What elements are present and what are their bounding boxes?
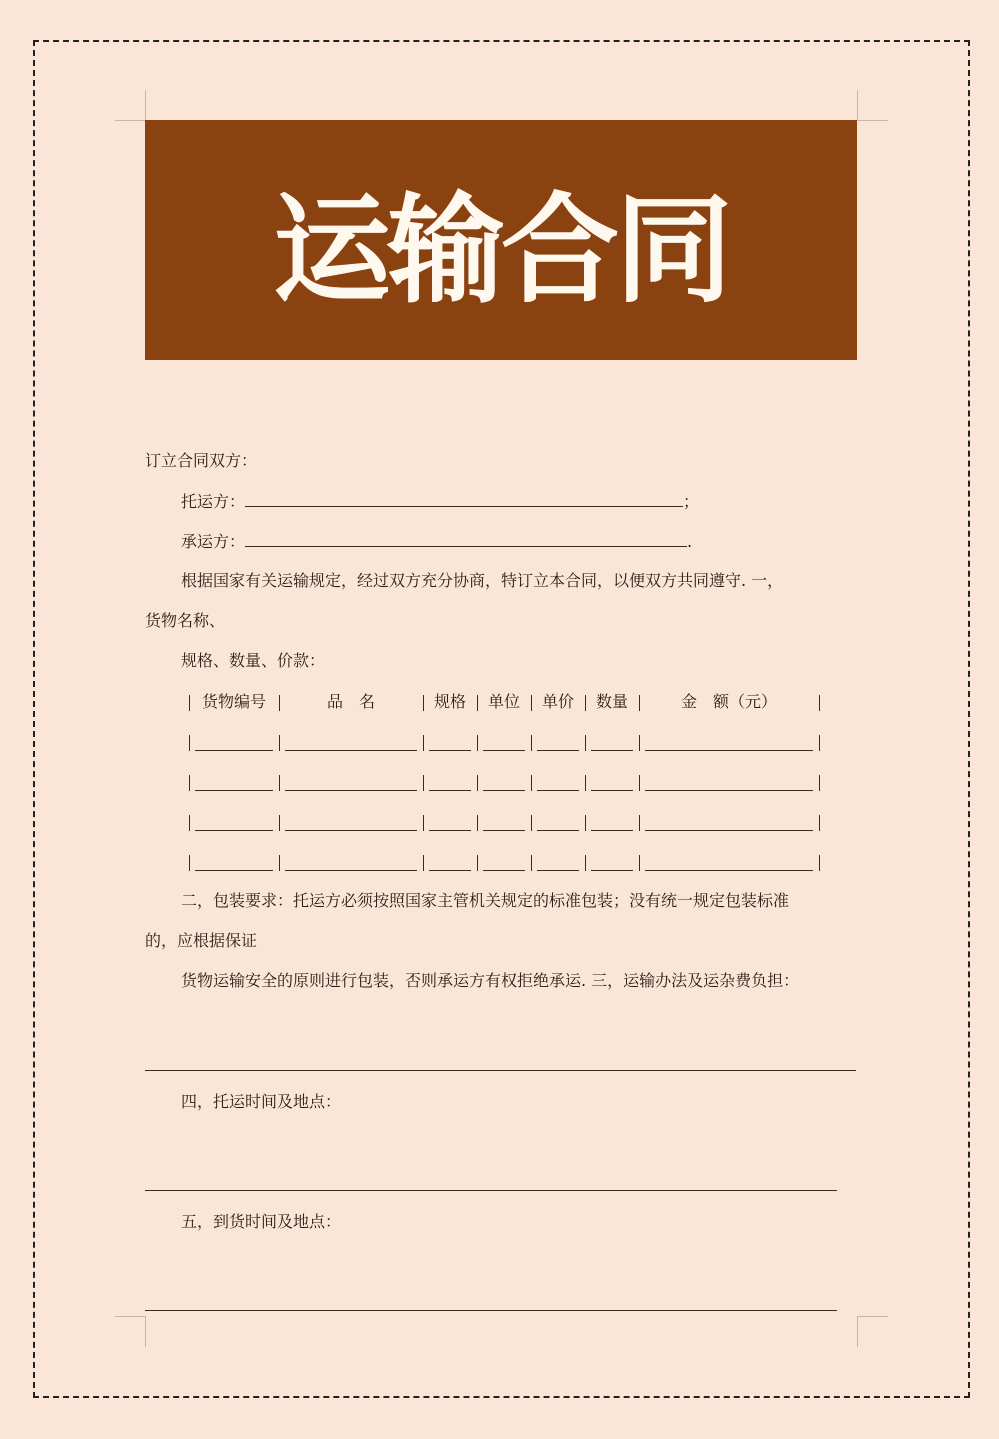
table-blank-cell[interactable] xyxy=(591,870,633,871)
table-blank-cell[interactable] xyxy=(429,830,471,831)
paragraph-1-cont: 货物名称、 xyxy=(145,611,226,630)
shipper-label: 托运方： xyxy=(181,492,246,511)
table-column-separator xyxy=(423,855,424,871)
table-blank-cell[interactable] xyxy=(429,790,471,791)
table-column-separator xyxy=(531,815,532,831)
table-header-cell: 数量 xyxy=(595,692,628,711)
section-5: 五，到货时间及地点： xyxy=(181,1212,342,1231)
table-column-separator xyxy=(531,695,532,711)
table-column-separator xyxy=(477,695,478,711)
table-column-separator xyxy=(279,775,280,791)
table-column-separator xyxy=(477,775,478,791)
table-header-cell: 货物编号 xyxy=(201,692,266,711)
table-column-separator xyxy=(279,695,280,711)
table-blank-cell[interactable] xyxy=(195,830,273,831)
table-blank-cell[interactable] xyxy=(591,790,633,791)
crop-mark xyxy=(115,1316,146,1347)
table-column-separator xyxy=(639,735,640,751)
table-column-separator xyxy=(585,855,586,871)
table-column-separator xyxy=(585,815,586,831)
table-blank-cell[interactable] xyxy=(645,870,813,871)
table-blank-cell[interactable] xyxy=(429,870,471,871)
table-column-separator xyxy=(279,855,280,871)
table-blank-cell[interactable] xyxy=(483,830,525,831)
table-blank-cell[interactable] xyxy=(483,870,525,871)
carrier-label: 承运方： xyxy=(181,532,246,551)
table-blank-cell[interactable] xyxy=(537,790,579,791)
shipper-field xyxy=(181,491,699,512)
shipper-input[interactable] xyxy=(245,491,683,507)
table-column-separator xyxy=(423,735,424,751)
table-column-separator xyxy=(477,855,478,871)
table-header-cell: 金 额（元） xyxy=(680,692,777,711)
table-blank-cell[interactable] xyxy=(285,830,417,831)
table-column-separator xyxy=(189,775,190,791)
table-header-cell: 单价 xyxy=(541,692,574,711)
section-2: 二，包装要求：托运方必须按照国家主管机关规定的标准包装；没有统一规定包装标准 xyxy=(181,891,790,910)
table-column-separator xyxy=(531,735,532,751)
crop-mark xyxy=(857,1316,888,1347)
table-blank-cell[interactable] xyxy=(645,750,813,751)
table-column-separator xyxy=(639,775,640,791)
table-column-separator xyxy=(423,815,424,831)
table-column-separator xyxy=(639,815,640,831)
table-blank-cell[interactable] xyxy=(591,830,633,831)
table-blank-cell[interactable] xyxy=(483,750,525,751)
table-column-separator xyxy=(279,815,280,831)
table-header-cell: 单位 xyxy=(487,692,520,711)
table-header-cell: 品 名 xyxy=(326,692,375,711)
document-title: 运输合同 xyxy=(272,180,729,319)
table-column-separator xyxy=(585,695,586,711)
table-blank-cell[interactable] xyxy=(195,790,273,791)
paragraph-1-cont2: 规格、数量、价款： xyxy=(181,651,326,670)
table-column-separator xyxy=(819,735,820,751)
table-column-separator xyxy=(423,775,424,791)
table-blank-cell[interactable] xyxy=(537,750,579,751)
table-column-separator xyxy=(819,855,820,871)
table-column-separator xyxy=(639,855,640,871)
table-column-separator xyxy=(585,775,586,791)
table-column-separator xyxy=(189,695,190,711)
shipper-end: ； xyxy=(683,492,700,511)
table-blank-cell[interactable] xyxy=(537,870,579,871)
section-2-cont: 的，应根据保证 xyxy=(145,931,258,950)
carrier-input[interactable] xyxy=(245,531,687,547)
carrier-end: . xyxy=(687,532,693,551)
table-column-separator xyxy=(279,735,280,751)
section-2-cont2: 货物运输安全的原则进行包装，否则承运方有权拒绝承运. 三，运输办法及运杂费负担： xyxy=(181,971,800,990)
table-header-cell: 规格 xyxy=(433,692,466,711)
table-column-separator xyxy=(531,775,532,791)
table-blank-cell[interactable] xyxy=(285,790,417,791)
table-blank-cell[interactable] xyxy=(537,830,579,831)
section-4: 四，托运时间及地点： xyxy=(181,1092,342,1111)
section-4-input-line[interactable] xyxy=(145,1190,837,1191)
section-3-input-line[interactable] xyxy=(145,1070,856,1071)
table-column-separator xyxy=(477,735,478,751)
table-column-separator xyxy=(477,815,478,831)
table-blank-cell[interactable] xyxy=(483,790,525,791)
crop-mark xyxy=(115,90,146,121)
table-blank-cell[interactable] xyxy=(195,750,273,751)
table-blank-cell[interactable] xyxy=(195,870,273,871)
table-column-separator xyxy=(423,695,424,711)
table-blank-cell[interactable] xyxy=(285,750,417,751)
table-column-separator xyxy=(189,815,190,831)
table-column-separator xyxy=(189,735,190,751)
parties-heading: 订立合同双方： xyxy=(145,451,258,470)
table-blank-cell[interactable] xyxy=(645,830,813,831)
table-column-separator xyxy=(819,815,820,831)
paragraph-1: 根据国家有关运输规定，经过双方充分协商，特订立本合同，以便双方共同遵守. 一， xyxy=(181,571,784,590)
table-blank-cell[interactable] xyxy=(285,870,417,871)
title-banner xyxy=(145,120,857,360)
table-column-separator xyxy=(531,855,532,871)
table-column-separator xyxy=(585,735,586,751)
carrier-field xyxy=(181,531,692,552)
table-blank-cell[interactable] xyxy=(429,750,471,751)
table-blank-cell[interactable] xyxy=(591,750,633,751)
table-column-separator xyxy=(639,695,640,711)
table-column-separator xyxy=(189,855,190,871)
section-5-input-line[interactable] xyxy=(145,1310,837,1311)
table-column-separator xyxy=(819,775,820,791)
table-blank-cell[interactable] xyxy=(645,790,813,791)
crop-mark xyxy=(857,90,888,121)
table-column-separator xyxy=(819,695,820,711)
